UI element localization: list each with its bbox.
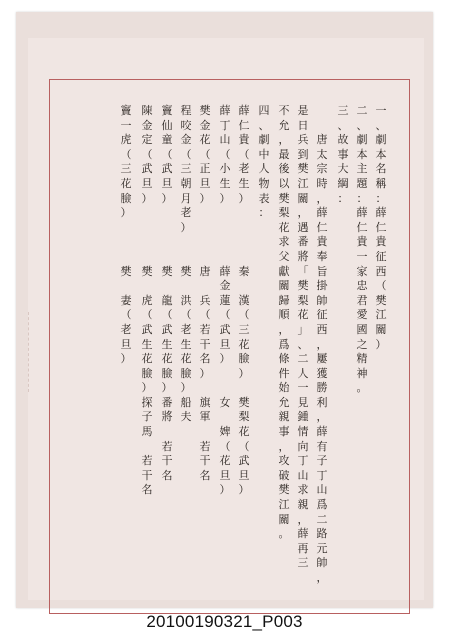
text-segment: 番 將 若 干 名 (161, 395, 173, 482)
text-column-12 (158, 104, 176, 483)
text-segment: 樊 龍 （ 武 生 花 臉 ） (161, 264, 173, 395)
text-segment: 二 、 劇 本 主 題 ： 薛 仁 貴 一 家 忠 君 愛 國 之 精 神 。 (356, 104, 368, 395)
text-segment: 女 婢 （ 花 旦 ） (219, 395, 231, 497)
text-segment: 薛 丁 山 （ 小 生 ） (219, 104, 231, 205)
text-frame (49, 79, 410, 614)
text-segment: 秦 漢 （ 三 花 臉 ） (238, 264, 250, 380)
text-column-11 (177, 104, 195, 425)
document-sheet (16, 12, 433, 608)
text-segment: 四 、 劇 中 人 物 表 ： (258, 104, 270, 220)
text-column-3 (334, 104, 352, 206)
text-segment: 薛 仁 貴 （ 老 生 ） (238, 104, 250, 205)
text-segment: 探 子 馬 若 干 名 (141, 395, 153, 497)
text-segment: 樊 洪 （ 老 生 花 臉 ） (180, 264, 192, 395)
text-segment: 陳 金 定 （ 武 旦 ） (141, 104, 153, 205)
text-segment: 不 允 ， 最 後 以 樊 梨 花 求 父 獻 關 歸 順 ， 爲 條 件 始 允 親 事 ， 攻 破 樊 江 關 。 (278, 104, 290, 541)
text-column-10 (196, 104, 214, 483)
text-column-2 (353, 104, 371, 396)
text-column-13 (138, 104, 156, 498)
text-segment: 樊 梨 花 （ 武 旦 ） (238, 395, 250, 497)
text-segment: 竇 一 虎 （ 三 花 臉 ） (120, 104, 132, 220)
text-segment: 一 、 劇 本 名 稱 ： 薛 仁 貴 征 西 （ 樊 江 關 ） (375, 104, 387, 351)
paper-page (28, 38, 424, 600)
text-segment: 薛 金 蓮 （ 武 旦 ） (219, 264, 231, 366)
text-column-1 (372, 104, 390, 352)
text-segment: 程 咬 金 （ 三 朝 月 老 ） (180, 104, 192, 234)
text-column-8 (235, 104, 253, 498)
text-segment: 唐 太 宗 時 ， 薛 仁 貴 奉 旨 掛 帥 征 西 ， 屢 獲 勝 利 ， 薛 有 子 丁 山 爲 二 路 元 帥 ， (316, 133, 328, 584)
text-segment: 竇 仙 童 （ 武 旦 ） (161, 104, 173, 205)
text-segment: 樊 妻 （ 老 旦 ） (120, 264, 132, 366)
text-segment: 旗 軍 若 干 名 (199, 395, 211, 482)
text-segment: 樊 虎 （ 武 生 花 臉 ） (141, 264, 153, 395)
text-segment: 三 、 故 事 大 綱 ： (337, 104, 349, 205)
fold-mark (16, 312, 29, 392)
text-segment: 船 夫 (180, 395, 192, 424)
text-column-5 (294, 104, 312, 571)
text-column-6 (275, 104, 293, 542)
catalog-number: 20100190321_P003 (146, 612, 303, 631)
text-column-4 (313, 104, 331, 586)
text-segment: 是 日 兵 到 樊 江 關 ， 遇 番 將 「 樊 梨 花 」 、 二 人 一 見 鍾 情 向 丁 山 求 親 ， 薛 再 三 (297, 104, 309, 570)
text-segment: 唐 兵 （ 若 干 名 ） (199, 264, 211, 380)
text-column-7 (255, 104, 273, 221)
text-column-9 (216, 104, 234, 498)
text-column-14 (117, 104, 135, 367)
text-segment: 樊 金 花 （ 正 旦 ） (199, 104, 211, 205)
